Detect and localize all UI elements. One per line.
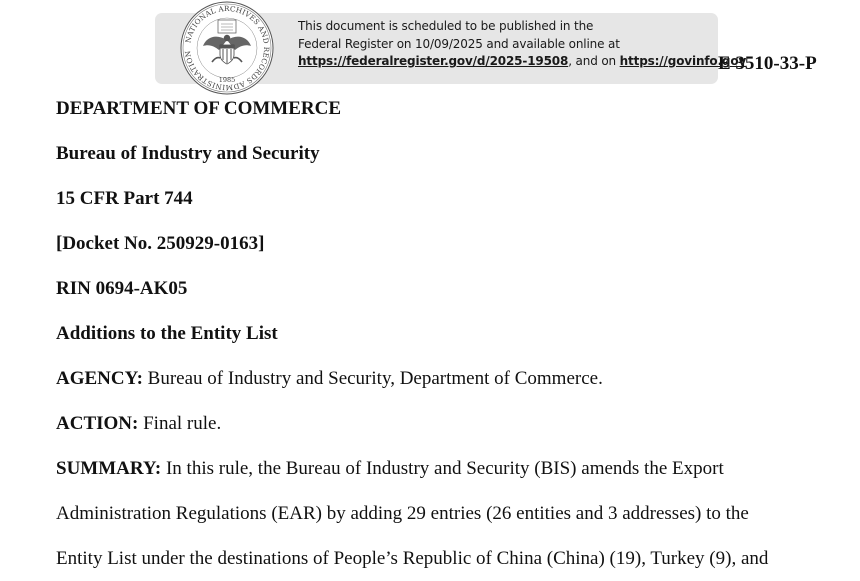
docket-number: [Docket No. 250929-0163] <box>56 233 265 254</box>
summary-line-3: Entity List under the destinations of People’s Republic of China (China) (19), Turkey (9), and <box>56 548 769 569</box>
publication-notice-text <box>298 18 746 71</box>
billing-code: E 3510-33-P <box>718 53 817 74</box>
notice-line-3 <box>298 53 746 71</box>
action-text: Final rule. <box>138 413 222 434</box>
summary-line-1 <box>56 458 724 480</box>
notice-line-2: Federal Register on 10/09/2025 and available online at <box>298 36 620 51</box>
govinfo-link[interactable]: https://govinfo.gov <box>619 54 747 68</box>
action-line <box>56 413 221 435</box>
rin-number: RIN 0694-AK05 <box>56 278 188 299</box>
summary-line-2: Administration Regulations (EAR) by adding 29 entries (26 entities and 3 addresses) to the <box>56 503 749 524</box>
summary-label: SUMMARY: <box>56 458 162 479</box>
notice-line-1: This document is scheduled to be published in the <box>298 19 594 33</box>
seal-year: 1985 <box>218 76 236 84</box>
agency-text: Bureau of Industry and Security, Department of Commerce. <box>142 368 603 389</box>
rule-title: Additions to the Entity List <box>56 323 278 344</box>
svg-text:NATIONAL ARCHIVES AND RECORDS: NATIONAL ARCHIVES AND RECORDS ADMINISTRATION <box>183 3 272 93</box>
summary-text-1: In this rule, the Bureau of Industry and Security (BIS) amends the Export <box>161 458 724 479</box>
agency-line <box>56 368 603 390</box>
notice-connector-text: , and on <box>568 54 620 68</box>
cfr-part: 15 CFR Part 744 <box>56 188 193 209</box>
national-archives-seal-icon <box>179 0 275 96</box>
agency-label: AGENCY: <box>56 368 143 389</box>
federal-register-link[interactable]: https://federalregister.gov/d/2025-19508 <box>298 54 569 68</box>
department-heading: DEPARTMENT OF COMMERCE <box>56 98 342 119</box>
action-label: ACTION: <box>56 413 139 434</box>
bureau-heading: Bureau of Industry and Security <box>56 143 320 164</box>
